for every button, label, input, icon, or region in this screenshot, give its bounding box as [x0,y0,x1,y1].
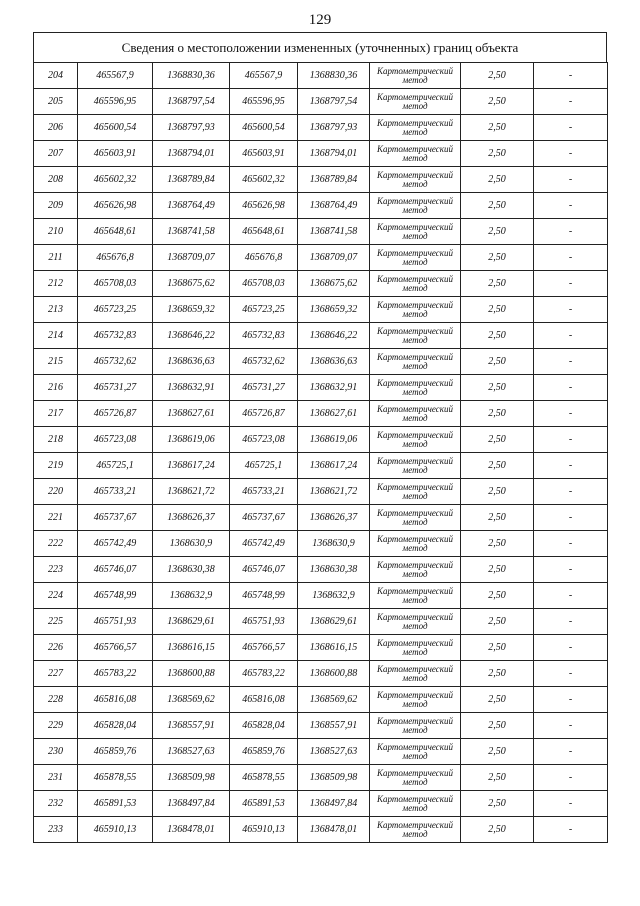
accuracy-cell: 2,50 [461,609,534,635]
y-coordinate-old-cell: 1368617,24 [153,453,230,479]
x-coordinate-new-cell: 465676,8 [230,245,298,271]
determination-method-cell: Картометрический метод [370,791,461,817]
table-row [34,635,608,661]
y-coordinate-new-cell: 1368709,07 [298,245,370,271]
accuracy-cell: 2,50 [461,271,534,297]
x-coordinate-old-cell: 465725,1 [78,453,153,479]
x-coordinate-new-cell: 465746,07 [230,557,298,583]
y-coordinate-new-cell: 1368478,01 [298,817,370,843]
table-row [34,375,608,401]
determination-method-cell: Картометрический метод [370,479,461,505]
x-coordinate-old-cell: 465737,67 [78,505,153,531]
x-coordinate-old-cell: 465723,08 [78,427,153,453]
determination-method-cell: Картометрический метод [370,349,461,375]
x-coordinate-old-cell: 465676,8 [78,245,153,271]
table-row [34,661,608,687]
x-coordinate-old-cell: 465828,04 [78,713,153,739]
table-row [34,557,608,583]
y-coordinate-new-cell: 1368600,88 [298,661,370,687]
y-coordinate-new-cell: 1368630,38 [298,557,370,583]
point-number-cell: 212 [34,271,78,297]
determination-method-cell: Картометрический метод [370,713,461,739]
description-cell: - [534,245,608,271]
x-coordinate-old-cell: 465910,13 [78,817,153,843]
x-coordinate-new-cell: 465726,87 [230,401,298,427]
table-row [34,739,608,765]
table-title: Сведения о местоположении измененных (уточненных) границ объекта [33,32,607,62]
point-number-cell: 225 [34,609,78,635]
boundary-points-table [33,62,608,843]
y-coordinate-old-cell: 1368616,15 [153,635,230,661]
table-row [34,115,608,141]
y-coordinate-old-cell: 1368789,84 [153,167,230,193]
accuracy-cell: 2,50 [461,791,534,817]
x-coordinate-old-cell: 465626,98 [78,193,153,219]
x-coordinate-new-cell: 465723,25 [230,297,298,323]
y-coordinate-new-cell: 1368794,01 [298,141,370,167]
accuracy-cell: 2,50 [461,453,534,479]
determination-method-cell: Картометрический метод [370,323,461,349]
y-coordinate-new-cell: 1368617,24 [298,453,370,479]
point-number-cell: 209 [34,193,78,219]
point-number-cell: 206 [34,115,78,141]
x-coordinate-old-cell: 465783,22 [78,661,153,687]
point-number-cell: 204 [34,63,78,89]
point-number-cell: 228 [34,687,78,713]
description-cell: - [534,687,608,713]
description-cell: - [534,479,608,505]
determination-method-cell: Картометрический метод [370,661,461,687]
x-coordinate-new-cell: 465596,95 [230,89,298,115]
y-coordinate-old-cell: 1368646,22 [153,323,230,349]
x-coordinate-new-cell: 465737,67 [230,505,298,531]
accuracy-cell: 2,50 [461,557,534,583]
y-coordinate-new-cell: 1368569,62 [298,687,370,713]
accuracy-cell: 2,50 [461,427,534,453]
x-coordinate-new-cell: 465783,22 [230,661,298,687]
determination-method-cell: Картометрический метод [370,765,461,791]
accuracy-cell: 2,50 [461,817,534,843]
determination-method-cell: Картометрический метод [370,739,461,765]
x-coordinate-new-cell: 465859,76 [230,739,298,765]
table-row [34,479,608,505]
determination-method-cell: Картометрический метод [370,141,461,167]
x-coordinate-old-cell: 465648,61 [78,219,153,245]
description-cell: - [534,765,608,791]
table-body [34,63,608,843]
point-number-cell: 220 [34,479,78,505]
description-cell: - [534,427,608,453]
y-coordinate-old-cell: 1368794,01 [153,141,230,167]
determination-method-cell: Картометрический метод [370,817,461,843]
point-number-cell: 229 [34,713,78,739]
x-coordinate-new-cell: 465725,1 [230,453,298,479]
y-coordinate-new-cell: 1368557,91 [298,713,370,739]
x-coordinate-old-cell: 465751,93 [78,609,153,635]
boundary-table-sheet [33,32,607,843]
x-coordinate-new-cell: 465731,27 [230,375,298,401]
x-coordinate-new-cell: 465742,49 [230,531,298,557]
accuracy-cell: 2,50 [461,115,534,141]
y-coordinate-old-cell: 1368636,63 [153,349,230,375]
determination-method-cell: Картометрический метод [370,427,461,453]
description-cell: - [534,453,608,479]
point-number-cell: 226 [34,635,78,661]
page-number: 129 [308,12,332,28]
description-cell: - [534,791,608,817]
y-coordinate-old-cell: 1368527,63 [153,739,230,765]
accuracy-cell: 2,50 [461,167,534,193]
x-coordinate-old-cell: 465732,62 [78,349,153,375]
y-coordinate-new-cell: 1368616,15 [298,635,370,661]
point-number-cell: 219 [34,453,78,479]
y-coordinate-old-cell: 1368600,88 [153,661,230,687]
y-coordinate-old-cell: 1368627,61 [153,401,230,427]
x-coordinate-new-cell: 465910,13 [230,817,298,843]
accuracy-cell: 2,50 [461,297,534,323]
table-row [34,219,608,245]
description-cell: - [534,505,608,531]
accuracy-cell: 2,50 [461,531,534,557]
description-cell: - [534,323,608,349]
x-coordinate-new-cell: 465878,55 [230,765,298,791]
y-coordinate-new-cell: 1368626,37 [298,505,370,531]
y-coordinate-old-cell: 1368626,37 [153,505,230,531]
x-coordinate-new-cell: 465751,93 [230,609,298,635]
x-coordinate-old-cell: 465726,87 [78,401,153,427]
y-coordinate-new-cell: 1368830,36 [298,63,370,89]
description-cell: - [534,817,608,843]
accuracy-cell: 2,50 [461,193,534,219]
y-coordinate-old-cell: 1368619,06 [153,427,230,453]
determination-method-cell: Картометрический метод [370,219,461,245]
description-cell: - [534,349,608,375]
determination-method-cell: Картометрический метод [370,115,461,141]
table-row [34,531,608,557]
x-coordinate-new-cell: 465626,98 [230,193,298,219]
x-coordinate-new-cell: 465766,57 [230,635,298,661]
description-cell: - [534,271,608,297]
description-cell: - [534,115,608,141]
accuracy-cell: 2,50 [461,349,534,375]
accuracy-cell: 2,50 [461,63,534,89]
x-coordinate-new-cell: 465603,91 [230,141,298,167]
point-number-cell: 207 [34,141,78,167]
determination-method-cell: Картометрический метод [370,297,461,323]
y-coordinate-new-cell: 1368764,49 [298,193,370,219]
table-row [34,687,608,713]
y-coordinate-new-cell: 1368630,9 [298,531,370,557]
x-coordinate-new-cell: 465708,03 [230,271,298,297]
table-row [34,63,608,89]
y-coordinate-old-cell: 1368632,9 [153,583,230,609]
y-coordinate-old-cell: 1368741,58 [153,219,230,245]
point-number-cell: 227 [34,661,78,687]
y-coordinate-new-cell: 1368627,61 [298,401,370,427]
accuracy-cell: 2,50 [461,583,534,609]
table-row [34,453,608,479]
determination-method-cell: Картометрический метод [370,635,461,661]
x-coordinate-old-cell: 465732,83 [78,323,153,349]
point-number-cell: 223 [34,557,78,583]
accuracy-cell: 2,50 [461,713,534,739]
x-coordinate-new-cell: 465732,62 [230,349,298,375]
y-coordinate-new-cell: 1368509,98 [298,765,370,791]
point-number-cell: 230 [34,739,78,765]
y-coordinate-old-cell: 1368675,62 [153,271,230,297]
y-coordinate-old-cell: 1368797,93 [153,115,230,141]
y-coordinate-old-cell: 1368509,98 [153,765,230,791]
y-coordinate-new-cell: 1368632,9 [298,583,370,609]
x-coordinate-old-cell: 465708,03 [78,271,153,297]
determination-method-cell: Картометрический метод [370,245,461,271]
x-coordinate-old-cell: 465746,07 [78,557,153,583]
y-coordinate-new-cell: 1368789,84 [298,167,370,193]
point-number-cell: 232 [34,791,78,817]
y-coordinate-old-cell: 1368629,61 [153,609,230,635]
description-cell: - [534,193,608,219]
description-cell: - [534,739,608,765]
table-row [34,713,608,739]
accuracy-cell: 2,50 [461,661,534,687]
y-coordinate-old-cell: 1368659,32 [153,297,230,323]
y-coordinate-old-cell: 1368764,49 [153,193,230,219]
description-cell: - [534,89,608,115]
determination-method-cell: Картометрический метод [370,167,461,193]
x-coordinate-new-cell: 465600,54 [230,115,298,141]
determination-method-cell: Картометрический метод [370,89,461,115]
determination-method-cell: Картометрический метод [370,193,461,219]
determination-method-cell: Картометрический метод [370,505,461,531]
determination-method-cell: Картометрический метод [370,531,461,557]
description-cell: - [534,219,608,245]
table-row [34,791,608,817]
description-cell: - [534,167,608,193]
point-number-cell: 205 [34,89,78,115]
x-coordinate-old-cell: 465603,91 [78,141,153,167]
point-number-cell: 233 [34,817,78,843]
y-coordinate-new-cell: 1368621,72 [298,479,370,505]
table-row [34,89,608,115]
x-coordinate-new-cell: 465602,32 [230,167,298,193]
y-coordinate-old-cell: 1368557,91 [153,713,230,739]
x-coordinate-new-cell: 465828,04 [230,713,298,739]
y-coordinate-new-cell: 1368497,84 [298,791,370,817]
point-number-cell: 221 [34,505,78,531]
table-row [34,141,608,167]
x-coordinate-new-cell: 465723,08 [230,427,298,453]
x-coordinate-old-cell: 465602,32 [78,167,153,193]
table-row [34,349,608,375]
description-cell: - [534,713,608,739]
y-coordinate-new-cell: 1368675,62 [298,271,370,297]
point-number-cell: 218 [34,427,78,453]
accuracy-cell: 2,50 [461,765,534,791]
table-row [34,765,608,791]
description-cell: - [534,635,608,661]
y-coordinate-old-cell: 1368630,9 [153,531,230,557]
accuracy-cell: 2,50 [461,219,534,245]
description-cell: - [534,63,608,89]
accuracy-cell: 2,50 [461,635,534,661]
y-coordinate-new-cell: 1368646,22 [298,323,370,349]
point-number-cell: 217 [34,401,78,427]
y-coordinate-old-cell: 1368569,62 [153,687,230,713]
y-coordinate-old-cell: 1368630,38 [153,557,230,583]
x-coordinate-old-cell: 465878,55 [78,765,153,791]
table-row [34,193,608,219]
description-cell: - [534,401,608,427]
point-number-cell: 224 [34,583,78,609]
x-coordinate-new-cell: 465748,99 [230,583,298,609]
x-coordinate-old-cell: 465748,99 [78,583,153,609]
description-cell: - [534,583,608,609]
table-row [34,297,608,323]
accuracy-cell: 2,50 [461,89,534,115]
description-cell: - [534,609,608,635]
point-number-cell: 210 [34,219,78,245]
determination-method-cell: Картометрический метод [370,687,461,713]
point-number-cell: 211 [34,245,78,271]
determination-method-cell: Картометрический метод [370,401,461,427]
table-row [34,609,608,635]
y-coordinate-new-cell: 1368632,91 [298,375,370,401]
x-coordinate-old-cell: 465742,49 [78,531,153,557]
x-coordinate-old-cell: 465596,95 [78,89,153,115]
accuracy-cell: 2,50 [461,141,534,167]
determination-method-cell: Картометрический метод [370,609,461,635]
y-coordinate-old-cell: 1368497,84 [153,791,230,817]
y-coordinate-old-cell: 1368478,01 [153,817,230,843]
point-number-cell: 222 [34,531,78,557]
determination-method-cell: Картометрический метод [370,557,461,583]
determination-method-cell: Картометрический метод [370,63,461,89]
x-coordinate-old-cell: 465731,27 [78,375,153,401]
y-coordinate-new-cell: 1368629,61 [298,609,370,635]
table-row [34,583,608,609]
table-row [34,271,608,297]
description-cell: - [534,531,608,557]
x-coordinate-new-cell: 465733,21 [230,479,298,505]
accuracy-cell: 2,50 [461,375,534,401]
point-number-cell: 231 [34,765,78,791]
y-coordinate-new-cell: 1368636,63 [298,349,370,375]
description-cell: - [534,557,608,583]
table-row [34,167,608,193]
x-coordinate-old-cell: 465859,76 [78,739,153,765]
accuracy-cell: 2,50 [461,479,534,505]
y-coordinate-new-cell: 1368659,32 [298,297,370,323]
x-coordinate-old-cell: 465723,25 [78,297,153,323]
x-coordinate-new-cell: 465732,83 [230,323,298,349]
y-coordinate-old-cell: 1368797,54 [153,89,230,115]
table-row [34,817,608,843]
x-coordinate-old-cell: 465766,57 [78,635,153,661]
x-coordinate-old-cell: 465567,9 [78,63,153,89]
point-number-cell: 214 [34,323,78,349]
determination-method-cell: Картометрический метод [370,583,461,609]
determination-method-cell: Картометрический метод [370,271,461,297]
x-coordinate-new-cell: 465648,61 [230,219,298,245]
accuracy-cell: 2,50 [461,687,534,713]
description-cell: - [534,297,608,323]
y-coordinate-old-cell: 1368621,72 [153,479,230,505]
table-row [34,505,608,531]
description-cell: - [534,661,608,687]
accuracy-cell: 2,50 [461,505,534,531]
determination-method-cell: Картометрический метод [370,375,461,401]
y-coordinate-old-cell: 1368709,07 [153,245,230,271]
accuracy-cell: 2,50 [461,323,534,349]
x-coordinate-old-cell: 465891,53 [78,791,153,817]
table-row [34,427,608,453]
y-coordinate-new-cell: 1368619,06 [298,427,370,453]
y-coordinate-old-cell: 1368632,91 [153,375,230,401]
x-coordinate-new-cell: 465816,08 [230,687,298,713]
table-row [34,245,608,271]
description-cell: - [534,375,608,401]
point-number-cell: 213 [34,297,78,323]
point-number-cell: 208 [34,167,78,193]
x-coordinate-old-cell: 465816,08 [78,687,153,713]
determination-method-cell: Картометрический метод [370,453,461,479]
table-row [34,401,608,427]
description-cell: - [534,141,608,167]
x-coordinate-old-cell: 465600,54 [78,115,153,141]
y-coordinate-new-cell: 1368797,54 [298,89,370,115]
y-coordinate-new-cell: 1368527,63 [298,739,370,765]
accuracy-cell: 2,50 [461,245,534,271]
x-coordinate-new-cell: 465891,53 [230,791,298,817]
table-row [34,323,608,349]
accuracy-cell: 2,50 [461,739,534,765]
x-coordinate-new-cell: 465567,9 [230,63,298,89]
point-number-cell: 215 [34,349,78,375]
y-coordinate-old-cell: 1368830,36 [153,63,230,89]
x-coordinate-old-cell: 465733,21 [78,479,153,505]
y-coordinate-new-cell: 1368741,58 [298,219,370,245]
accuracy-cell: 2,50 [461,401,534,427]
point-number-cell: 216 [34,375,78,401]
y-coordinate-new-cell: 1368797,93 [298,115,370,141]
